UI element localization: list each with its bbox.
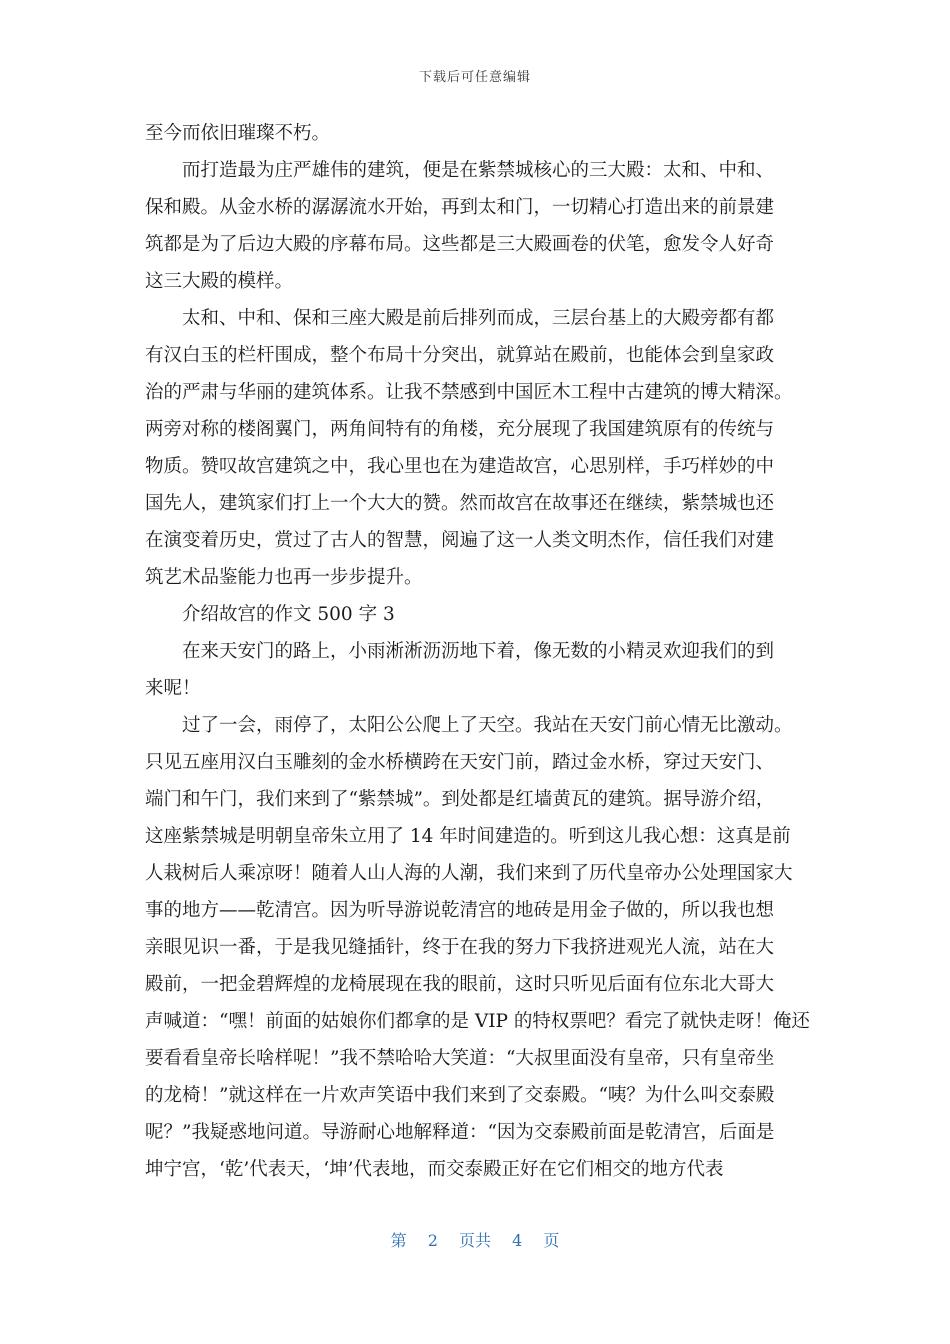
text-line: 呢？”我疑惑地问道。导游耐心地解释道：“因为交泰殿前面是乾清宫，后面是 [145,1122,775,1143]
document-body [145,115,815,1188]
text-line: 这座紫禁城是明朝皇帝朱立用了 14 年时间建造的。听到这儿我心想：这真是前 [145,826,791,847]
text-line: 人栽树后人乘凉呀！随着人山人海的人潮，我们来到了历代皇帝办公处理国家大 [145,863,793,884]
text-line: 而打造最为庄严雄伟的建筑，便是在紫禁城核心的三大殿：太和、中和、 [182,160,775,181]
page-header: 下载后可任意编辑 [418,70,531,85]
page-total: 4 [512,1231,523,1250]
text-line: 的龙椅！”就这样在一片欢声笑语中我们来到了交泰殿。“咦？为什么叫交泰殿 [145,1085,775,1106]
page-label-prefix: 第 [390,1231,407,1250]
text-line: 来呢！ [145,678,201,699]
text-line: 保和殿。从金水桥的潺潺流水开始，再到太和门，一切精心打造出来的前景建 [145,197,775,218]
text-line: 筑艺术品鉴能力也再一步步提升。 [145,567,423,588]
section-heading: 介绍故宫的作文 500 字 3 [182,604,395,625]
page-label-suffix: 页 [543,1231,560,1250]
text-line: 两旁对称的楼阁翼门，两角间特有的角楼，充分展现了我国建筑原有的传统与 [145,419,775,440]
page-label-middle: 页共 [458,1231,491,1250]
text-line: 筑都是为了后边大殿的序幕布局。这些都是三大殿画卷的伏笔，愈发令人好奇 [145,234,775,255]
text-line: 这三大殿的模样。 [145,271,294,292]
text-line: 太和、中和、保和三座大殿是前后排列而成，三层台基上的大殿旁都有都 [182,308,775,329]
text-line: 治的严肃与华丽的建筑体系。让我不禁感到中国匠木工程中古建筑的博大精深。 [145,382,793,403]
text-line: 物质。赞叹故宫建筑之中，我心里也在为建造故宫，心思别样，手巧样妙的中 [145,456,775,477]
text-line: 国先人，建筑家们打上一个大大的赞。然而故宫在故事还在继续，紫禁城也还 [145,493,775,514]
page-number: 2 [427,1231,438,1250]
text-line: 殿前，一把金碧辉煌的龙椅展现在我的眼前，这时只听见后面有位东北大哥大 [145,974,775,995]
text-line: 事的地方——乾清宫。因为听导游说乾清宫的地砖是用金子做的，所以我也想 [145,900,775,921]
text-line: 要看看皇帝长啥样呢！”我不禁哈哈大笑道：“大叔里面没有皇帝，只有皇帝坐 [145,1048,775,1069]
text-line: 亲眼见识一番，于是我见缝插针，终于在我的努力下我挤进观光人流，站在大 [145,937,775,958]
text-line: 过了一会，雨停了，太阳公公爬上了天空。我站在天安门前心情无比激动。 [182,715,793,736]
text-line: 只见五座用汉白玉雕刻的金水桥横跨在天安门前，踏过金水桥，穿过天安门、 [145,752,775,773]
text-line: 端门和午门，我们来到了“紫禁城”。到处都是红墙黄瓦的建筑。据导游介绍， [145,789,775,810]
text-line: 至今而依旧璀璨不朽。 [145,123,331,144]
text-line: 在来天安门的路上，小雨淅淅沥沥地下着，像无数的小精灵欢迎我们的到 [182,641,775,662]
page-footer [0,1228,950,1251]
text-line: 在演变着历史，赏过了古人的智慧，阅遍了这一人类文明杰作，信任我们对建 [145,530,775,551]
text-line: 有汉白玉的栏杆围成，整个布局十分突出，就算站在殿前，也能体会到皇家政 [145,345,775,366]
text-line: 坤宁宫，‘乾’代表天，‘坤’代表地，而交泰殿正好在它们相交的地方代表 [145,1159,724,1180]
text-line: 声喊道：“嘿！前面的姑娘你们都拿的是 VIP 的特权票吧？看完了就快走呀！俺还 [145,1011,810,1032]
